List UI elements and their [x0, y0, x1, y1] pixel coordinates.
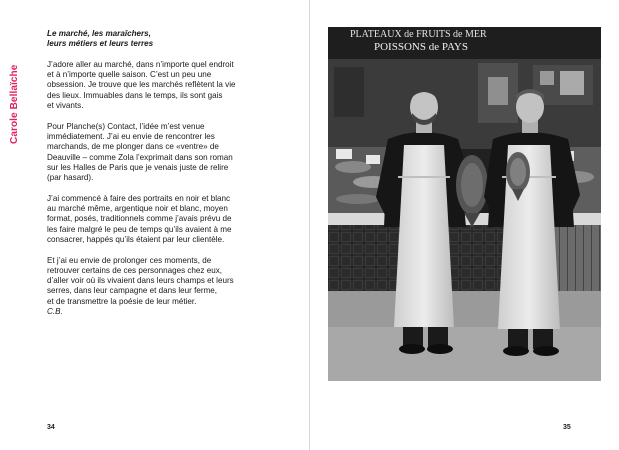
- paragraph-4: Et j’ai eu envie de prolonger ces moments, de retrouver certains de ces personnages chez eux, d’aller voir où ils vivaient dans leurs champs et leurs serres, dans leur campagne et dans leur ferme, et de transmettre la poésie de leur métier.: [47, 255, 234, 306]
- sign-text-bottom: POISSONS de PAYS: [374, 41, 468, 53]
- page-gutter: [309, 0, 310, 450]
- signature: C.B.: [47, 307, 63, 317]
- author-name: Carole Bellaïche: [9, 64, 20, 144]
- market-photograph: [328, 27, 601, 381]
- section-heading: Le marché, les maraîchers, leurs métiers et leurs terres: [47, 29, 154, 49]
- paragraph-3: J’ai commencé à faire des portraits en noir et blanc au marché même, argentique noir et blanc, moyen format, posés, traditionnels comme j’avais prévu de les faire malgré le peu de temps qu’ils avaient à me consacrer, happés qu’ils étaient par leur clientèle.: [47, 193, 232, 244]
- page-number-right: 35: [563, 424, 571, 431]
- paragraph-1: J’adore aller au marché, dans n’importe quel endroit et à n’importe quelle saison. C’est un peu une obsession. Je trouve que les marchés reflètent la vie des lieux. Immuables dans le temps, ils sont gais et vivants.: [47, 59, 236, 111]
- paragraph-2: Pour Planche(s) Contact, l’idée m’est venue immédiatement. J’ai eu envie de rencontrer les marchands, de me plonger dans ce «ventre» de Deauville – comme Zola l’exprimait dans son roman sur les Halles de Paris que je venais juste de relire (par hasard).: [47, 121, 233, 183]
- sign-text-top: PLATEAUX de FRUITS de MER: [350, 29, 487, 40]
- page-number-left: 34: [47, 424, 55, 431]
- text-column: [47, 29, 287, 328]
